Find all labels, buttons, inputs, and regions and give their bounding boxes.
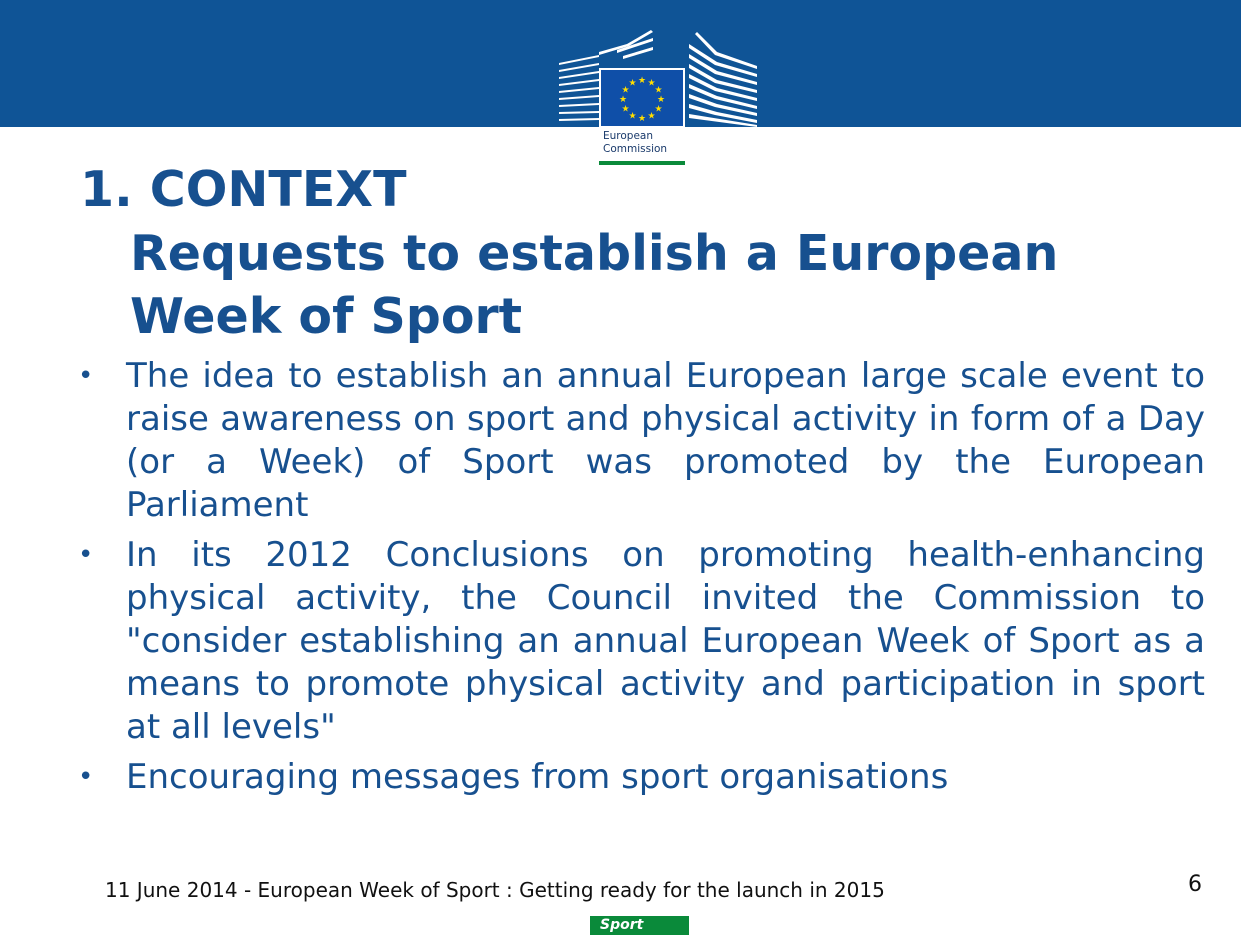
svg-text:★: ★ [647,111,656,122]
logo-caption [603,130,693,156]
svg-text:★: ★ [621,104,630,115]
bullet-text: The idea to establish an annual European large scale event to raise awareness on sport and physical activity in form of a Day (or a Week) of Sport was promoted by the European Parliament [126,356,1205,525]
svg-text:★: ★ [628,78,637,89]
bullet-marker: • [78,762,94,792]
logo-caption-line-1: European [603,130,654,142]
svg-text:★: ★ [637,114,647,124]
sport-tag: Sport [590,916,689,935]
logo-caption-line-2: Commission [603,143,668,155]
list-item [75,534,1205,749]
svg-text:★: ★ [618,95,628,105]
slide-heading: 1. CONTEXT [80,161,407,218]
logo-green-bar [599,161,685,165]
svg-text:★: ★ [647,78,656,89]
svg-text:★: ★ [654,85,663,96]
svg-text:★: ★ [637,76,647,86]
bullet-text: In its 2012 Conclusions on promoting health-enhancing physical activity, the Council invited the Commission to "consider establishing an annual European Week of Sport as a means to promote physical activity and participation in sport at all levels" [126,535,1205,747]
list-item [75,756,1205,799]
svg-text:★: ★ [621,85,630,96]
page-number: 6 [1188,872,1202,897]
list-item [75,355,1205,527]
svg-text:★: ★ [628,111,637,122]
footer-text: 11 June 2014 - European Week of Sport : Getting ready for the launch in 2015 [105,878,885,902]
bullet-marker: • [78,361,94,391]
slide-subheading: Requests to establish a European Week of Sport [130,225,1059,345]
bullet-text: Encouraging messages from sport organisations [126,757,949,797]
svg-text:★: ★ [654,104,663,115]
bullet-list [75,355,1205,806]
bullet-marker: • [78,540,94,570]
svg-text:★: ★ [656,95,666,105]
